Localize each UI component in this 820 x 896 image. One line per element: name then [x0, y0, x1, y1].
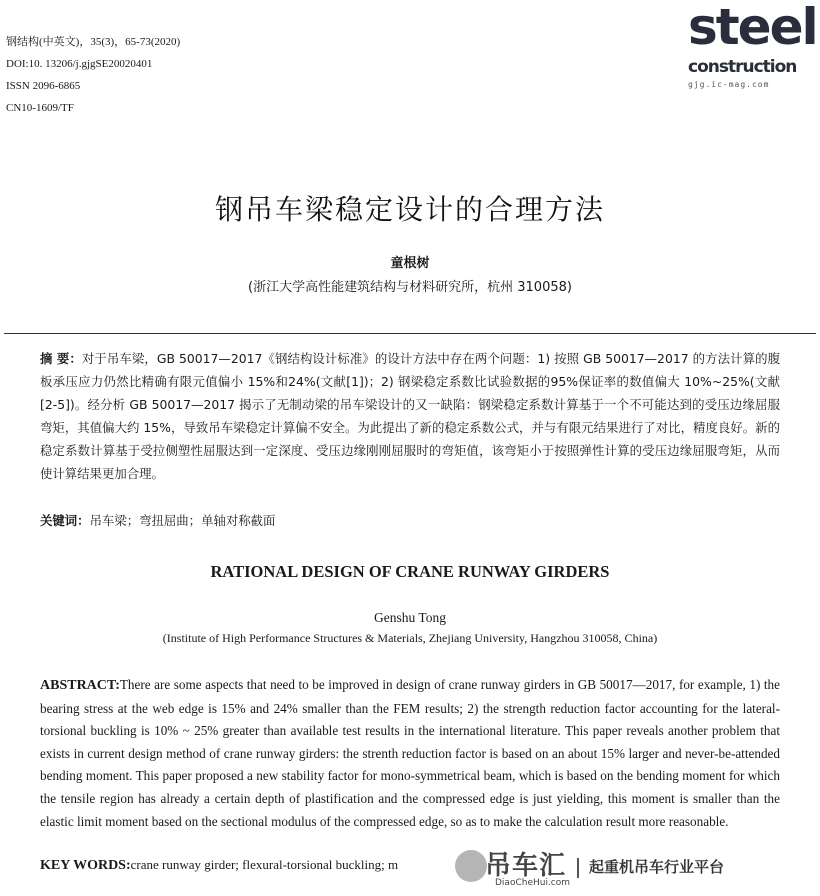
citation: 钢结构(中英文)，35(3)，65-73(2020) [6, 36, 181, 48]
english-keywords-label: KEY WORDS: [40, 858, 131, 873]
issn: ISSN 2096-6865 [6, 80, 81, 92]
chinese-keywords-text: 吊车梁；弯扭屈曲；单轴对称截面 [89, 513, 276, 528]
english-abstract-text: There are some aspects that need to be improved in design of crane runway girders in GB 50017—2017, for example, 1) the bearing stress at the web edge is 15% and 24% smaller than the FEM results; 2) the strength reduction factor accounting for the lateral-torsional buckling is 10% ~ 25% greater than available test results in the international literature. This paper reveals another problem that exists in current design method of crane runway girders: the strenth reduction factor is based on an about 15% larger and never-be-attended bending moment. This paper proposed a new stability factor for mono-symmetrical beam, which is based on the bending moment for which the tensile region has already a certain depth of plastification and the compressed edge is just yielding, this moment is smaller than the elastic limit moment based on the sectional modulus of the compressed edge, so as to make the calculation result more reasonable. [40, 677, 780, 829]
doi: DOI:10. 13206/j.gjgSE20020401 [6, 58, 153, 70]
logo-url: gjg.ic-mag.com [688, 80, 770, 89]
english-abstract-label: ABSTRACT: [40, 678, 120, 693]
chinese-author: 童根树 [390, 256, 430, 271]
english-author: Genshu Tong [374, 610, 446, 625]
cn-number: CN10-1609/TF [6, 102, 74, 114]
english-keywords-text: crane runway girder; flexural-torsional buckling; m [130, 857, 399, 872]
divider [4, 333, 816, 334]
chinese-keywords [40, 509, 780, 532]
chinese-title: 钢吊车梁稳定设计的合理方法 [214, 193, 605, 226]
site-watermark [455, 842, 820, 896]
watermark-divider [577, 858, 579, 878]
logo-subword: construction [688, 57, 797, 77]
chinese-abstract-label: 摘 要： [40, 351, 82, 366]
chinese-affiliation: (浙江大学高性能建筑结构与材料研究所，杭州 310058) [248, 280, 572, 295]
chinese-abstract-text: 对于吊车梁，GB 50017—2017《钢结构设计标准》的设计方法中存在两个问题：1) 按照 GB 50017—2017 的方法计算的腹板承压应力仍然比精确有限元值偏小 15%和24%(文献[1])；2) 钢梁稳定系数比试验数据的95%保证率的数值偏大 10%~25%(文献[2-5])。经分析 GB 50017—2017 揭示了无制动梁的吊车梁设计的又一缺陷：钢梁稳定系数计算基于一个不可能达到的受压边缘屈服弯矩，其值偏大约 15%，导致吊车梁稳定计算偏不安全。为此提出了新的稳定系数公式，并与有限元结果进行了对比，精度良好。新的稳定系数计算基于受拉侧塑性屈服达到一定深度、受压边缘刚刚屈服时的弯矩值，该弯矩小于按照弹性计算的受压边缘屈服弯矩，从而使计算结果更加合理。 [40, 351, 780, 481]
chinese-keywords-label: 关键词： [40, 513, 90, 528]
english-keywords [40, 854, 398, 877]
watermark-badge-icon [455, 850, 487, 882]
english-affiliation: (Institute of High Performance Structures & Materials, Zhejiang University, Hangzhou 310058, China) [162, 631, 658, 645]
journal-logo [688, 0, 817, 89]
watermark-main: 吊车汇 [485, 851, 567, 881]
chinese-abstract [40, 347, 780, 485]
watermark-tagline: 起重机吊车行业平台 [589, 858, 725, 876]
english-title: RATIONAL DESIGN OF CRANE RUNWAY GIRDERS [210, 562, 610, 581]
logo-word: steel [688, 0, 817, 56]
article-meta [6, 31, 180, 119]
english-abstract [40, 674, 780, 833]
watermark-url: DiaoCheHui.com [495, 878, 571, 888]
